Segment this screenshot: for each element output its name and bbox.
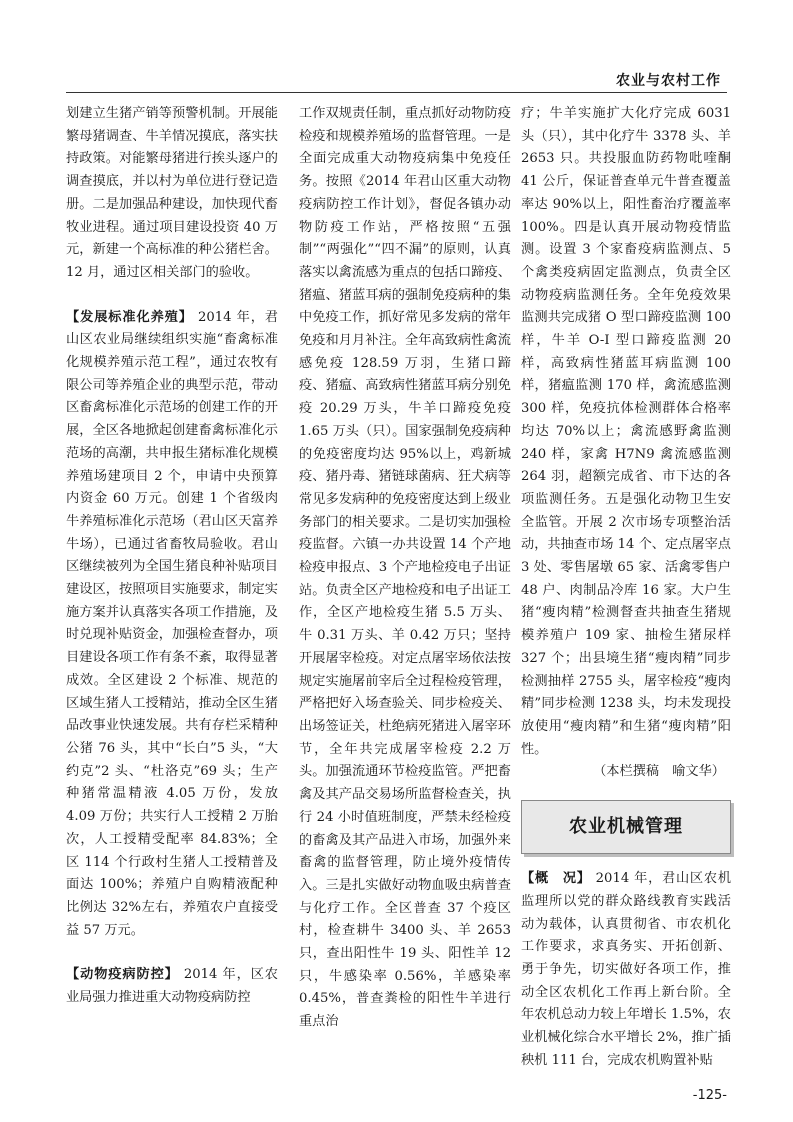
page-number: -125- [692, 1088, 727, 1103]
section-title: 农业机械管理 [569, 815, 683, 837]
paragraph: 划建立生猪产销等预警机制。开展能繁母猪调查、牛羊情况摸底，落实扶持政策。对能繁母猪进行挨头逐户的调查摸底，并以村为单位进行登记造册。二是加强品种建设，加快现代畜牧业进程。通过项目建设投资 40 万元，新建一个高标准的种公猪栏舍。12 月，通过区相关部门的验收。 [66, 106, 278, 280]
section-animal-disease-control [66, 964, 278, 1009]
section-heading: 【动物疫病防控】 [66, 967, 179, 983]
section-heading: 【发展标准化养殖】 [66, 309, 193, 325]
section-body: 2014 年，君山区农业局继续组织实施“畜禽标准化规模养殖示范工程”，通过农牧有限公司等养殖企业的典型示范，带动区畜禽标准化示范场的创建工作的开展，全区各地掀起创建畜禽标准化示范场的高潮，共申报生猪标准化规模养殖场建项目 2 个，申请中央预算内资金 60 万元。创建 1 个省级肉牛养殖标准化示范场（君山区天富养牛场），已通过省畜牧局验收。君山区继续被列为全国生猪良种补贴项目建设区，按照项目实施要求，制定实施方案并认真落实各项工作措施，及时兑现补贴资金，加强检查督办，项目建设各项工作有条不紊，取得显著成效。全区建设 2 个标准、规范的区域生猪人工授精站，推动全区生猪品改事业快速发展。共有存栏采精种公猪 76 头，其中“长白”5 头，“大约克”2 头、“杜洛克”69 头；生产种猪常温精液 4.05 万份，发放 4.09 万份；共实行人工授精 2 万胎次，人工授精受配率 84.83%；全区 114 个行政村生猪人工授精普及面达 100%；养殖户自购精液配种比例达 32%左右，养殖农户直接受益 57 万元。 [66, 309, 278, 938]
paragraph: 疗；牛羊实施扩大化疗完成 6031 头（只），其中化疗牛 3378 头、羊 2653 只。共投服血防药物吡喹酮 41 公斤，保证普查单元牛普查覆盖率达 90%以上，阳性畜治疗覆盖率 100%。四是认真开展动物疫情监测。设置 3 个家畜疫病监测点、5 个禽类疫病固定监测点，负责全区动物疫病监测任务。全年免疫效果监测共完成猪 O 型口蹄疫监测 100 样，牛羊 O-I 型口蹄疫监测 20 样，高致病性猪蓝耳病监测 100 样，猪瘟监测 170 样，禽流感监测 300 样，免疫抗体检测群体合格率均达 70%以上；禽流感野禽监测 240 样，家禽 H7N9 禽流感监测 264 羽，超额完成省、市下达的各项监测任务。五是强化动物卫生安全监管。开展 2 次市场专项整治活动，共抽查市场 14 个、定点屠宰点 3 处、零售屠墩 65 家、活禽零售户 48 户、肉制品冷库 16 家。大户生猪“瘦肉精”检测督查共抽查生猪规模养殖户 109 家、抽检生猪尿样 327 个；出县境生猪“瘦肉精”同步检测抽样 2755 头，屠宰检疫“瘦肉精”同步检测 1238 头，均未发现投放使用“瘦肉精”和生猪“瘦肉精”阳性。 [521, 106, 731, 757]
column-1 [66, 103, 278, 1010]
section-heading: 【概 况】 [521, 871, 591, 887]
column-2 [299, 103, 511, 1034]
section-title-box [521, 800, 731, 854]
paragraph: 工作双规责任制，重点抓好动物防疫检疫和规模养殖场的监督管理。一是全面完成重大动物疫病集中免疫任务。按照《2014 年君山区重大动物疫病防控工作计划》，督促各镇办动物防疫工作站，严格按照“五强制”“两强化”“四不漏”的原则，认真落实以禽流感为重点的包括口蹄疫、猪瘟、猪蓝耳病的强制免疫病种的集中免疫工作，抓好常见多发病的常年免疫和月月补注。全年高致病性禽流感免疫 128.59 万羽，生猪口蹄疫、猪瘟、高致病性猪蓝耳病分别免疫 20.29 万头，牛羊口蹄疫免疫 1.65 万头（只）。国家强制免疫病种的免疫密度均达 95%以上，鸡新城疫、猪丹毒、猪链球菌病、狂犬病等常见多发病种的免疫密度达到上级业务部门的相关要求。二是切实加强检疫监督。六镇一办共设置 14 个产地检疫申报点、3 个产地检疫电子出证站。负责全区产地检疫和电子出证工作，全区产地检疫生猪 5.5 万头、牛 0.31 万头、羊 0.42 万只；坚持开展屠宰检疫。对定点屠宰场依法按规定实施屠前宰后全过程检疫管理，严格把好入场查验关、同步检疫关、出场签证关，杜绝病死猪进入屠宰环节，全年共完成屠宰检疫 2.2 万头。加强流通环节检疫监管。严把畜禽及其产品交易场所监督检查关，执行 24 小时值班制度，严禁未经检疫的畜禽及其产品进入市场，加强外来畜禽的监督管理，防止境外疫情传入。三是扎实做好动物血吸虫病普查与化疗工作。全区普查 37 个疫区村，检查耕牛 3400 头、羊 2653 只，查出阳性牛 19 头、阳性羊 12 只，牛感染率 0.56%，羊感染率 0.45%，普查粪检的阳性牛羊进行重点治 [299, 106, 511, 1030]
section-development-standard-breeding [66, 307, 278, 943]
running-header [66, 62, 727, 93]
section-body: 2014 年，区农业局强力推进重大动物疫病防控 [66, 967, 278, 1006]
author-credit: （本栏撰稿 喻文华） [593, 764, 725, 780]
section-overview [521, 868, 731, 1072]
column-3 [521, 103, 731, 1072]
section-body: 2014 年，君山区农机监理所以党的群众路线教育实践活动为载体，认真贯彻省、市农机化工作要求，求真务实、开拓创新、勇于争先，切实做好各项工作，推动全区农机化工作再上新台阶。全年农机总动力较上年增长 1.5%，农业机械化综合水平增长 2%，推广插秧机 111 台，完成农机购置补贴 [521, 871, 732, 1068]
header-title: 农业与农村工作 [616, 73, 721, 89]
